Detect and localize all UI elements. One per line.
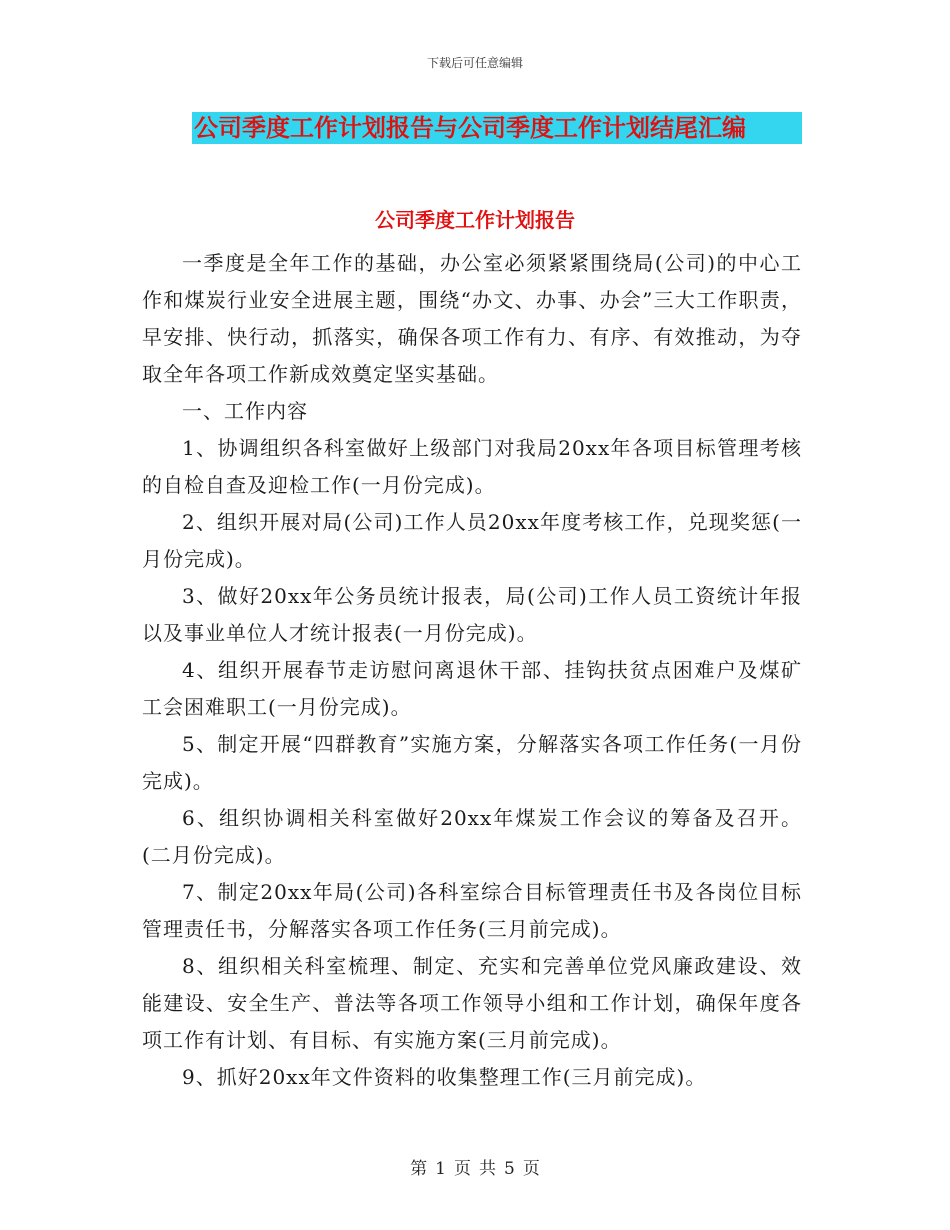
footer-gong: 共	[479, 1159, 496, 1179]
section-title: 公司季度工作计划报告	[375, 208, 575, 232]
footer-ye-2: 页	[522, 1159, 540, 1179]
footer-total-pages: 5	[504, 1159, 515, 1179]
paragraph-heading-work-content: 一、工作内容	[182, 399, 308, 423]
document-body	[142, 245, 802, 1096]
paragraph-item-5: 5、制定开展“四群教育”实施方案，分解落实各项工作任务(一月份完成)。	[142, 732, 802, 793]
paragraph-item-2: 2、组织开展对局(公司)工作人员20xx年度考核工作，兑现奖惩(一月份完成)。	[142, 510, 802, 571]
page-header-note: 下载后可任意编辑	[426, 56, 523, 70]
paragraph-item-7: 7、制定20xx年局(公司)各科室综合目标管理责任书及各岗位目标管理责任书，分解落实各项工作任务(三月前完成)。	[142, 880, 802, 941]
paragraph-intro: 一季度是全年工作的基础，办公室必须紧紧围绕局(公司)的中心工作和煤炭行业安全进展主题，围绕“办文、办事、办会”三大工作职责，早安排、快行动，抓落实，确保各项工作有力、有序、有效推动，为夺取全年各项工作新成效奠定坚实基础。	[142, 251, 802, 386]
page-footer	[0, 1154, 950, 1179]
paragraph-item-4: 4、组织开展春节走访慰问离退休干部、挂钩扶贫点困难户及煤矿工会困难职工(一月份完成)。	[142, 658, 802, 719]
paragraph-item-3: 3、做好20xx年公务员统计报表，局(公司)工作人员工资统计年报以及事业单位人才统计报表(一月份完成)。	[142, 584, 802, 645]
document-title: 公司季度工作计划报告与公司季度工作计划结尾汇编	[192, 112, 802, 144]
paragraph-item-8: 8、组织相关科室梳理、制定、充实和完善单位党风廉政建设、效能建设、安全生产、普法等各项工作领导小组和工作计划，确保年度各项工作有计划、有目标、有实施方案(三月前完成)。	[142, 954, 802, 1052]
paragraph-item-9: 9、抓好20xx年文件资料的收集整理工作(三月前完成)。	[182, 1065, 707, 1089]
paragraph-item-1: 1、协调组织各科室做好上级部门对我局20xx年各项目标管理考核的自检自查及迎检工作(一月份完成)。	[142, 436, 802, 497]
paragraph-item-6: 6、组织协调相关科室做好20xx年煤炭工作会议的筹备及召开。(二月份完成)。	[142, 806, 802, 867]
footer-di: 第	[410, 1159, 428, 1179]
footer-ye: 页	[454, 1159, 471, 1179]
footer-page-number: 1	[435, 1159, 446, 1179]
